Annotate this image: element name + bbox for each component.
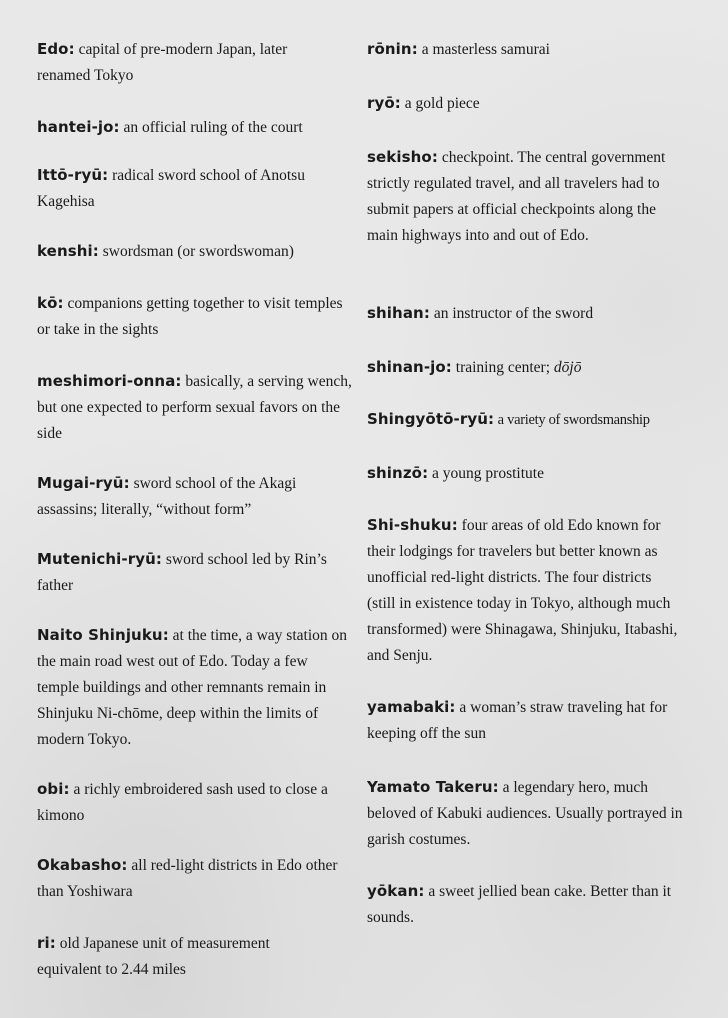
glossary-entry xyxy=(367,144,679,249)
glossary-entry xyxy=(367,90,685,117)
glossary-definition: an instructor of the sword xyxy=(433,305,594,322)
glossary-definition: a woman’s straw traveling hat for keeping off the sun xyxy=(367,699,668,742)
glossary-term: ri: xyxy=(37,934,56,952)
glossary-term: hantei-jo: xyxy=(37,118,120,136)
glossary-definition: training center; xyxy=(455,359,551,376)
glossary-entry xyxy=(37,368,353,447)
glossary-entry xyxy=(37,546,337,599)
glossary-term: kō: xyxy=(37,294,64,312)
glossary-term: Mugai-ryū: xyxy=(37,474,130,492)
glossary-entry xyxy=(367,878,685,931)
glossary-entry xyxy=(37,622,353,753)
glossary-term: Yamato Takeru: xyxy=(367,778,499,796)
glossary-entry xyxy=(367,36,685,63)
glossary-term: shinzō: xyxy=(367,464,429,482)
glossary-term: yamabaki: xyxy=(367,698,456,716)
glossary-entry xyxy=(367,460,685,487)
glossary-entry xyxy=(37,290,353,343)
glossary-definition: radical sword school of Anotsu Kagehisa xyxy=(37,167,305,210)
glossary-entry xyxy=(37,114,353,141)
glossary-definition-italic: dōjō xyxy=(553,359,582,376)
glossary-entry xyxy=(37,162,347,215)
glossary-entry xyxy=(367,300,685,327)
glossary-definition: all red-light districts in Edo other than Yoshiwara xyxy=(37,857,338,900)
glossary-term: rōnin: xyxy=(367,40,418,58)
glossary-entry xyxy=(367,354,685,381)
glossary-definition: old Japanese unit of measurement equivalent to 2.44 miles xyxy=(37,935,270,978)
glossary-definition: at the time, a way station on the main road west out of Edo. Today a few temple buildings and other remnants remain in Shinjuku Ni-chōme, deep within the limits of modern Tokyo. xyxy=(37,627,348,748)
glossary-term: ryō: xyxy=(367,94,401,112)
glossary-definition: a sweet jellied bean cake. Better than it sounds. xyxy=(367,883,672,926)
glossary-definition: a young prostitute xyxy=(432,465,544,482)
glossary-entry xyxy=(367,694,685,747)
glossary-definition: sword school of the Akagi assassins; literally, “without form” xyxy=(37,475,297,518)
glossary-entry xyxy=(37,36,337,89)
glossary-term: Ittō-ryū: xyxy=(37,166,109,184)
glossary-term: Mutenichi-ryū: xyxy=(37,550,162,568)
glossary-definition: a gold piece xyxy=(404,95,480,112)
glossary-definition: sword school led by Rin’s father xyxy=(37,551,327,594)
glossary-entry xyxy=(37,470,333,523)
glossary-term: Okabasho: xyxy=(37,856,128,874)
glossary-entry xyxy=(37,238,353,265)
glossary-definition: four areas of old Edo known for their lodgings for travelers but better known as unofficial red-light districts. The four districts (still in existence today in Tokyo, although much transformed) were Shinagawa, Shinjuku, Itabashi, and Senju. xyxy=(367,517,678,664)
glossary-term: yōkan: xyxy=(367,882,425,900)
glossary-definition: swordsman (or swordswoman) xyxy=(102,243,294,260)
glossary-definition: a legendary hero, much beloved of Kabuki audiences. Usually portrayed in garish costumes. xyxy=(367,779,683,848)
glossary-term: shihan: xyxy=(367,304,430,322)
glossary-definition: a variety of swordsmanship xyxy=(497,412,650,428)
glossary-term: Edo: xyxy=(37,40,75,58)
glossary-entry xyxy=(37,776,353,829)
glossary-entry xyxy=(367,406,697,433)
glossary-term: shinan-jo: xyxy=(367,358,452,376)
glossary-definition: basically, a serving wench, but one expected to perform sexual favors on the side xyxy=(37,373,352,442)
glossary-entry xyxy=(37,852,347,905)
glossary-term: Naito Shinjuku: xyxy=(37,626,169,644)
glossary-term: Shi-shuku: xyxy=(367,516,458,534)
glossary-definition: a richly embroidered sash used to close a kimono xyxy=(37,781,328,824)
glossary-definition: checkpoint. The central government strictly regulated travel, and all travelers had to submit papers at official checkpoints along the main highways into and out of Edo. xyxy=(367,149,666,244)
glossary-entry xyxy=(367,512,679,669)
glossary-entry xyxy=(367,774,685,853)
glossary-term: obi: xyxy=(37,780,70,798)
glossary-entry xyxy=(37,930,327,983)
glossary-term: sekisho: xyxy=(367,148,438,166)
glossary-term: meshimori-onna: xyxy=(37,372,182,390)
glossary-term: Shingyōtō-ryū: xyxy=(367,410,495,428)
glossary-definition: companions getting together to visit temples or take in the sights xyxy=(37,295,343,338)
glossary-definition: an official ruling of the court xyxy=(123,119,303,136)
glossary-term: kenshi: xyxy=(37,242,99,260)
glossary-definition: capital of pre-modern Japan, later renamed Tokyo xyxy=(37,41,288,84)
glossary-definition: a masterless samurai xyxy=(421,41,550,58)
